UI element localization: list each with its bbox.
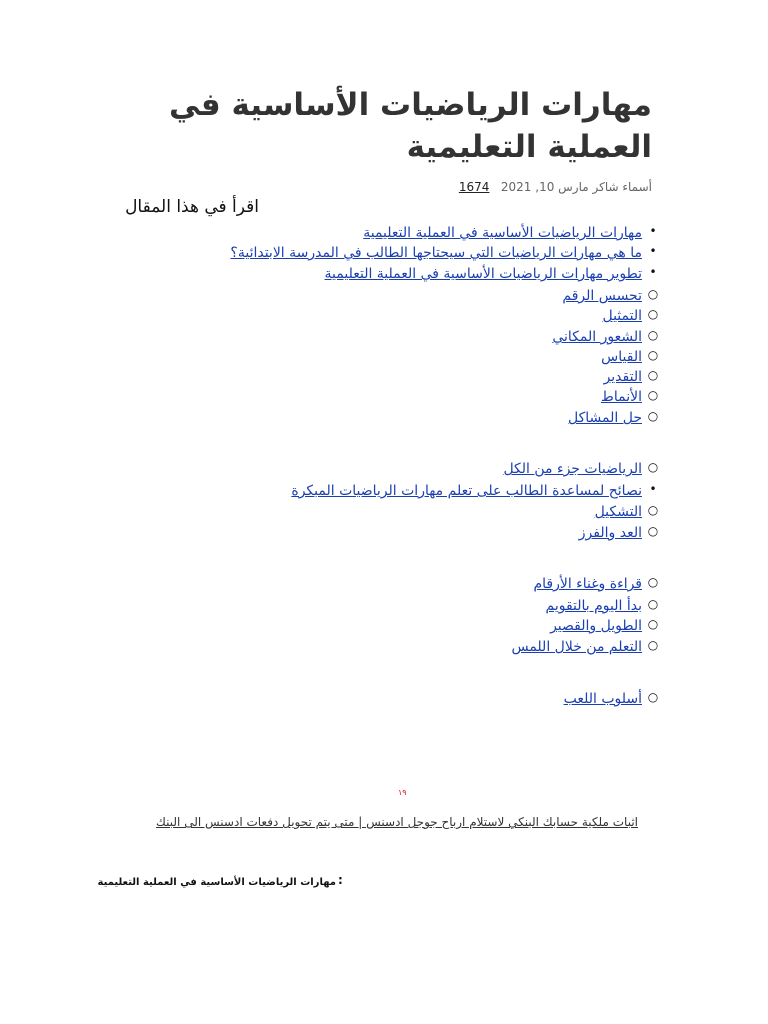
toc-item [0, 224, 642, 243]
toc-item [0, 409, 642, 428]
circle-bullet-icon: ○ [647, 307, 659, 321]
toc-link[interactable]: الرياضيات جزء من الكل [503, 461, 642, 477]
toc-heading: اقرأ في هذا المقال [125, 197, 259, 217]
circle-bullet-icon: ○ [647, 409, 659, 423]
circle-bullet-icon: ○ [647, 503, 659, 517]
toc-link[interactable]: التعلم من خلال اللمس [511, 639, 642, 655]
article-meta [0, 180, 652, 194]
circle-bullet-icon: ○ [647, 690, 659, 704]
toc-item [0, 460, 642, 479]
circle-bullet-icon: ○ [647, 460, 659, 474]
toc-item [0, 690, 642, 709]
toc-item [0, 307, 642, 326]
circle-bullet-icon: ○ [647, 287, 659, 301]
toc-item [0, 328, 642, 347]
view-count: 1674 [458, 180, 490, 194]
toc-link[interactable]: تحسس الرقم [562, 288, 642, 304]
bullet-icon: • [649, 224, 657, 238]
circle-bullet-icon: ○ [647, 597, 659, 611]
toc-item [0, 348, 642, 367]
article-title: مهارات الرياضيات الأساسية في العملية التعليمية [169, 87, 652, 165]
toc-link[interactable]: التشكيل [594, 504, 642, 520]
bullet-icon: • [649, 482, 657, 496]
toc-link[interactable]: تطوير مهارات الرياضيات الأساسية في العملية التعليمية [324, 266, 642, 282]
toc-link[interactable]: مهارات الرياضيات الأساسية في العملية التعليمية [363, 225, 642, 241]
toc-link[interactable]: ما هي مهارات الرياضيات التي سيحتاجها الطالب في المدرسة الابتدائية؟ [230, 245, 642, 261]
circle-bullet-icon: ○ [647, 638, 659, 652]
toc-item [0, 287, 642, 306]
circle-bullet-icon: ○ [647, 348, 659, 362]
toc-item [0, 638, 642, 657]
circle-bullet-icon: ○ [647, 388, 659, 402]
section-heading-marker: : [338, 873, 343, 887]
toc-item [0, 575, 642, 594]
toc-link[interactable]: القياس [601, 349, 642, 365]
section-heading: مهارات الرياضيات الأساسية في العملية التعليمية [97, 877, 336, 888]
toc-item [0, 617, 642, 636]
toc-item [0, 482, 642, 501]
bullet-icon: • [649, 265, 657, 279]
toc-link[interactable]: العد والفرز [578, 525, 642, 541]
toc-item [0, 503, 642, 522]
toc-link[interactable]: أسلوب اللعب [563, 691, 642, 707]
circle-bullet-icon: ○ [647, 524, 659, 538]
ad-marker: ١٩ [398, 788, 407, 797]
circle-bullet-icon: ○ [647, 575, 659, 589]
toc-item [0, 244, 642, 263]
toc-link[interactable]: الطويل والقصير [550, 618, 642, 634]
related-article-link[interactable]: اثبات ملكية حسابك البنكي لاستلام ارباح جوجل ادسنس | متى يتم تحويل دفعات ادسنس الى البنك [156, 815, 638, 829]
toc-item [0, 524, 642, 543]
toc-item [0, 368, 642, 387]
toc-link[interactable]: التمثيل [602, 308, 642, 324]
bullet-icon: • [649, 244, 657, 258]
author-name: أسماء شاكر [592, 180, 652, 194]
toc-link[interactable]: التقدير [603, 369, 642, 385]
toc-item [0, 597, 642, 616]
toc-link[interactable]: نصائح لمساعدة الطالب على تعلم مهارات الرياضيات المبكرة [291, 483, 642, 499]
toc-item [0, 388, 642, 407]
circle-bullet-icon: ○ [647, 328, 659, 342]
circle-bullet-icon: ○ [647, 617, 659, 631]
toc-link[interactable]: حل المشاكل [568, 410, 642, 426]
toc-link[interactable]: الشعور المكاني [552, 329, 642, 345]
toc-item [0, 265, 642, 284]
toc-link[interactable]: بدأ اليوم بالتقويم [545, 598, 642, 614]
publish-date: مارس 10, 2021 [500, 180, 589, 194]
toc-link[interactable]: الأنماط [600, 389, 642, 405]
circle-bullet-icon: ○ [647, 368, 659, 382]
toc-link[interactable]: قراءة وغناء الأرقام [533, 576, 642, 592]
